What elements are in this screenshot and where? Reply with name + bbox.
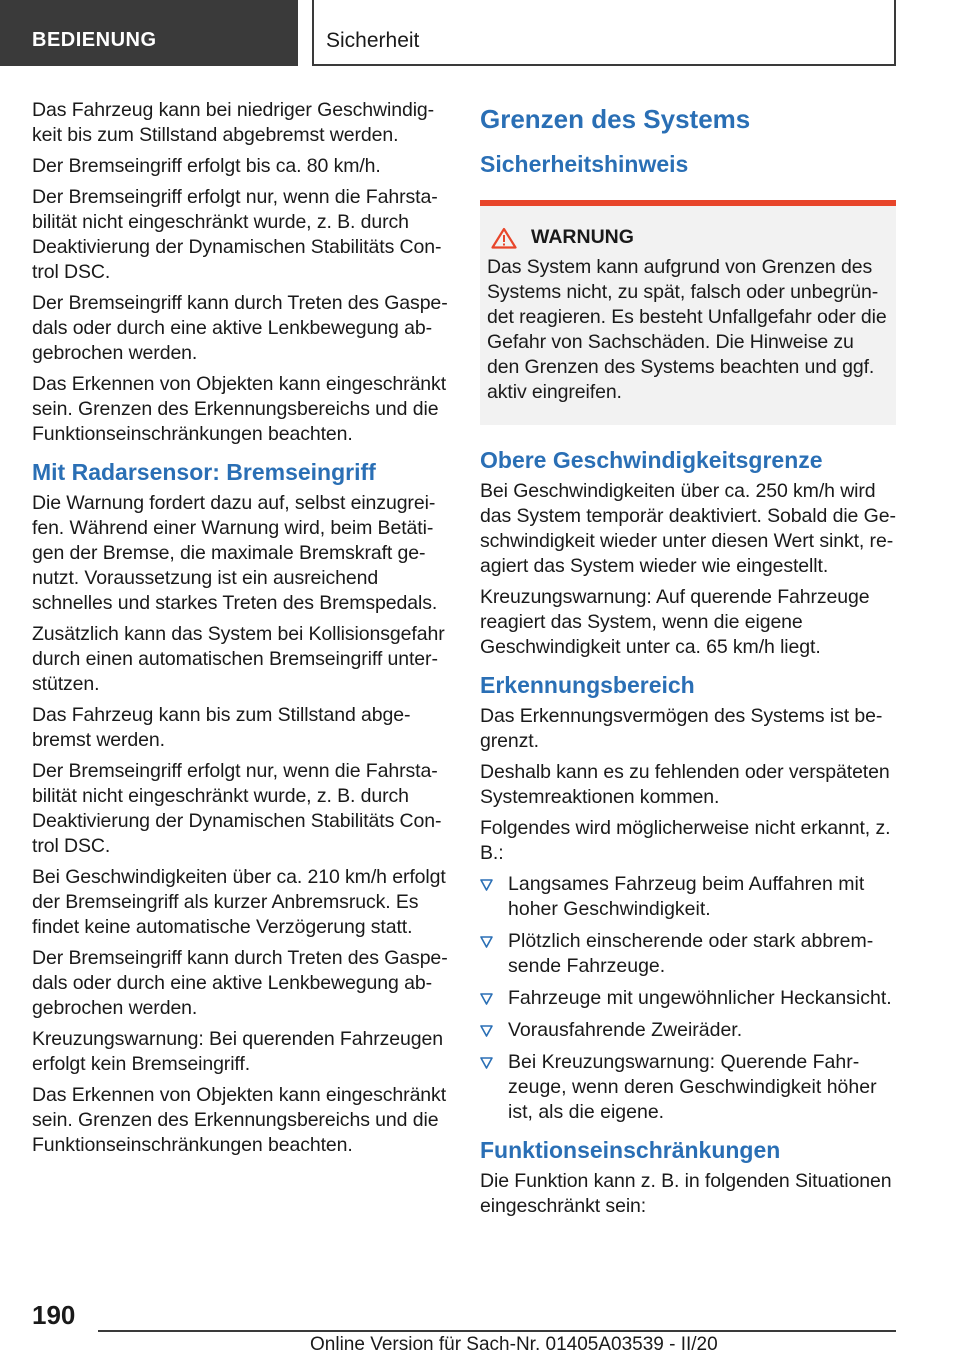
list-item-text: Vorausfahrende Zweiräder. [508, 1019, 743, 1041]
paragraph: Kreuzungswarnung: Bei querenden Fahrzeugen erfolgt kein Bremseingriff. [32, 1028, 444, 1075]
triangle-bullet-icon [480, 1057, 493, 1069]
heading-radar-bremseingriff: Mit Radarsensor: Bremseingriff [32, 459, 376, 485]
footer-version: Online Version für Sach-Nr. 01405A03539 - II/20 [310, 1334, 718, 1355]
paragraph: Das Fahrzeug kann bis zum Stillstand abgebremst werden. [32, 704, 411, 751]
detection-list [480, 872, 896, 1125]
paragraph: Zusätzlich kann das System bei Kollisionsgefahr durch einen automatischen Bremseingriff unterstützen. [32, 623, 445, 695]
paragraph: Der Bremseingriff erfolgt nur, wenn die Fahrstabilität nicht eingeschränkt wurde, z. B. durch Deaktivierung der Dynamischen Stabilitäts Control DSC. [32, 760, 442, 857]
list-item-text: Langsames Fahrzeug beim Auffahren mit hoher Geschwindigkeit. [508, 873, 865, 920]
paragraph: Deshalb kann es zu fehlenden oder verspäteten Systemreaktionen kommen. [480, 761, 890, 808]
chapter-label: Sicherheit [312, 0, 896, 66]
footer-divider [98, 1330, 896, 1332]
triangle-bullet-icon [480, 993, 493, 1005]
heading-erkennungsbereich: Erkennungsbereich [480, 672, 695, 698]
paragraph: Der Bremseingriff erfolgt nur, wenn die Fahrstabilität nicht eingeschränkt wurde, z. B. durch Deaktivierung der Dynamischen Stabilitäts Control DSC. [32, 186, 442, 283]
triangle-bullet-icon [480, 936, 493, 948]
warning-box [480, 200, 896, 425]
paragraph: Das Fahrzeug kann bei niedriger Geschwindigkeit bis zum Stillstand abgebremst werden. [32, 99, 435, 146]
right-column [480, 98, 896, 1225]
warning-title: WARNUNG [531, 226, 634, 248]
list-item-text: Bei Kreuzungswarnung: Querende Fahrzeuge, wenn deren Geschwindigkeit höher ist, als die eigene. [508, 1051, 877, 1123]
list-item [480, 986, 896, 1011]
list-item-text: Fahrzeuge mit ungewöhnlicher Heckansicht. [508, 987, 892, 1009]
paragraph: Der Bremseingriff erfolgt bis ca. 80 km/h. [32, 155, 381, 177]
paragraph: Das Erkennen von Objekten kann eingeschränkt sein. Grenzen des Erkennungsbereichs und die Funktionseinschränkungen beachten. [32, 1084, 447, 1156]
section-label: BEDIENUNG [0, 0, 298, 66]
heading-grenzen: Grenzen des Systems [480, 104, 751, 134]
warning-text: Das System kann aufgrund von Grenzen des Systems nicht, zu spät, falsch oder unbegründet reagieren. Es besteht Unfallgefahr oder die Gefahr von Sachschäden. Die Hinweise zu den Grenzen des Systems beachten und ggf. aktiv eingreifen. [487, 256, 887, 403]
paragraph: Die Funktion kann z. B. in folgenden Situationen eingeschränkt sein: [480, 1170, 892, 1217]
warning-header [487, 226, 889, 249]
page-header [0, 0, 960, 66]
list-item-text: Plötzlich einscherende oder stark abbremsende Fahrzeuge. [508, 930, 874, 977]
list-item [480, 1050, 896, 1125]
paragraph: Das Erkennungsvermögen des Systems ist begrenzt. [480, 705, 883, 752]
left-column [32, 98, 448, 1164]
list-item [480, 1018, 896, 1043]
paragraph: Der Bremseingriff kann durch Treten des Gaspedals oder durch eine aktive Lenkbewegung abgebrochen werden. [32, 947, 448, 1019]
heading-funktionseinschraenkungen: Funktionseinschränkungen [480, 1137, 781, 1163]
list-item [480, 872, 896, 922]
paragraph: Bei Geschwindigkeiten über ca. 210 km/h erfolgt der Bremseingriff als kurzer Anbremsruck. Es findet keine automatische Verzögerung statt. [32, 866, 446, 938]
list-item [480, 929, 896, 979]
paragraph: Die Warnung fordert dazu auf, selbst einzugreifen. Während einer Warnung wird, beim Betätigen der Bremse, die maximale Bremskraft genutzt. Voraussetzung ist ein ausreichend schnelles und starkes Treten des Bremspedals. [32, 492, 438, 614]
warning-triangle-icon [491, 227, 517, 249]
paragraph: Kreuzungswarnung: Auf querende Fahrzeuge reagiert das System, wenn die eigene Geschwindigkeit unter ca. 65 km/h liegt. [480, 586, 870, 658]
heading-sicherheitshinweis: Sicherheitshinweis [480, 151, 689, 177]
paragraph: Folgendes wird möglicherweise nicht erkannt, z. B.: [480, 817, 891, 864]
heading-obere-geschwindigkeitsgrenze: Obere Geschwindigkeitsgrenze [480, 447, 823, 473]
paragraph: Bei Geschwindigkeiten über ca. 250 km/h wird das System temporär deaktiviert. Sobald die Geschwindigkeit wieder unter diesen Wert sinkt, reagiert das System wieder wie eingestellt. [480, 480, 896, 577]
triangle-bullet-icon [480, 1025, 493, 1037]
page-number: 190 [32, 1300, 76, 1330]
paragraph: Der Bremseingriff kann durch Treten des Gaspedals oder durch eine aktive Lenkbewegung abgebrochen werden. [32, 292, 448, 364]
triangle-bullet-icon [480, 879, 493, 891]
paragraph: Das Erkennen von Objekten kann eingeschränkt sein. Grenzen des Erkennungsbereichs und die Funktionseinschränkungen beachten. [32, 373, 447, 445]
